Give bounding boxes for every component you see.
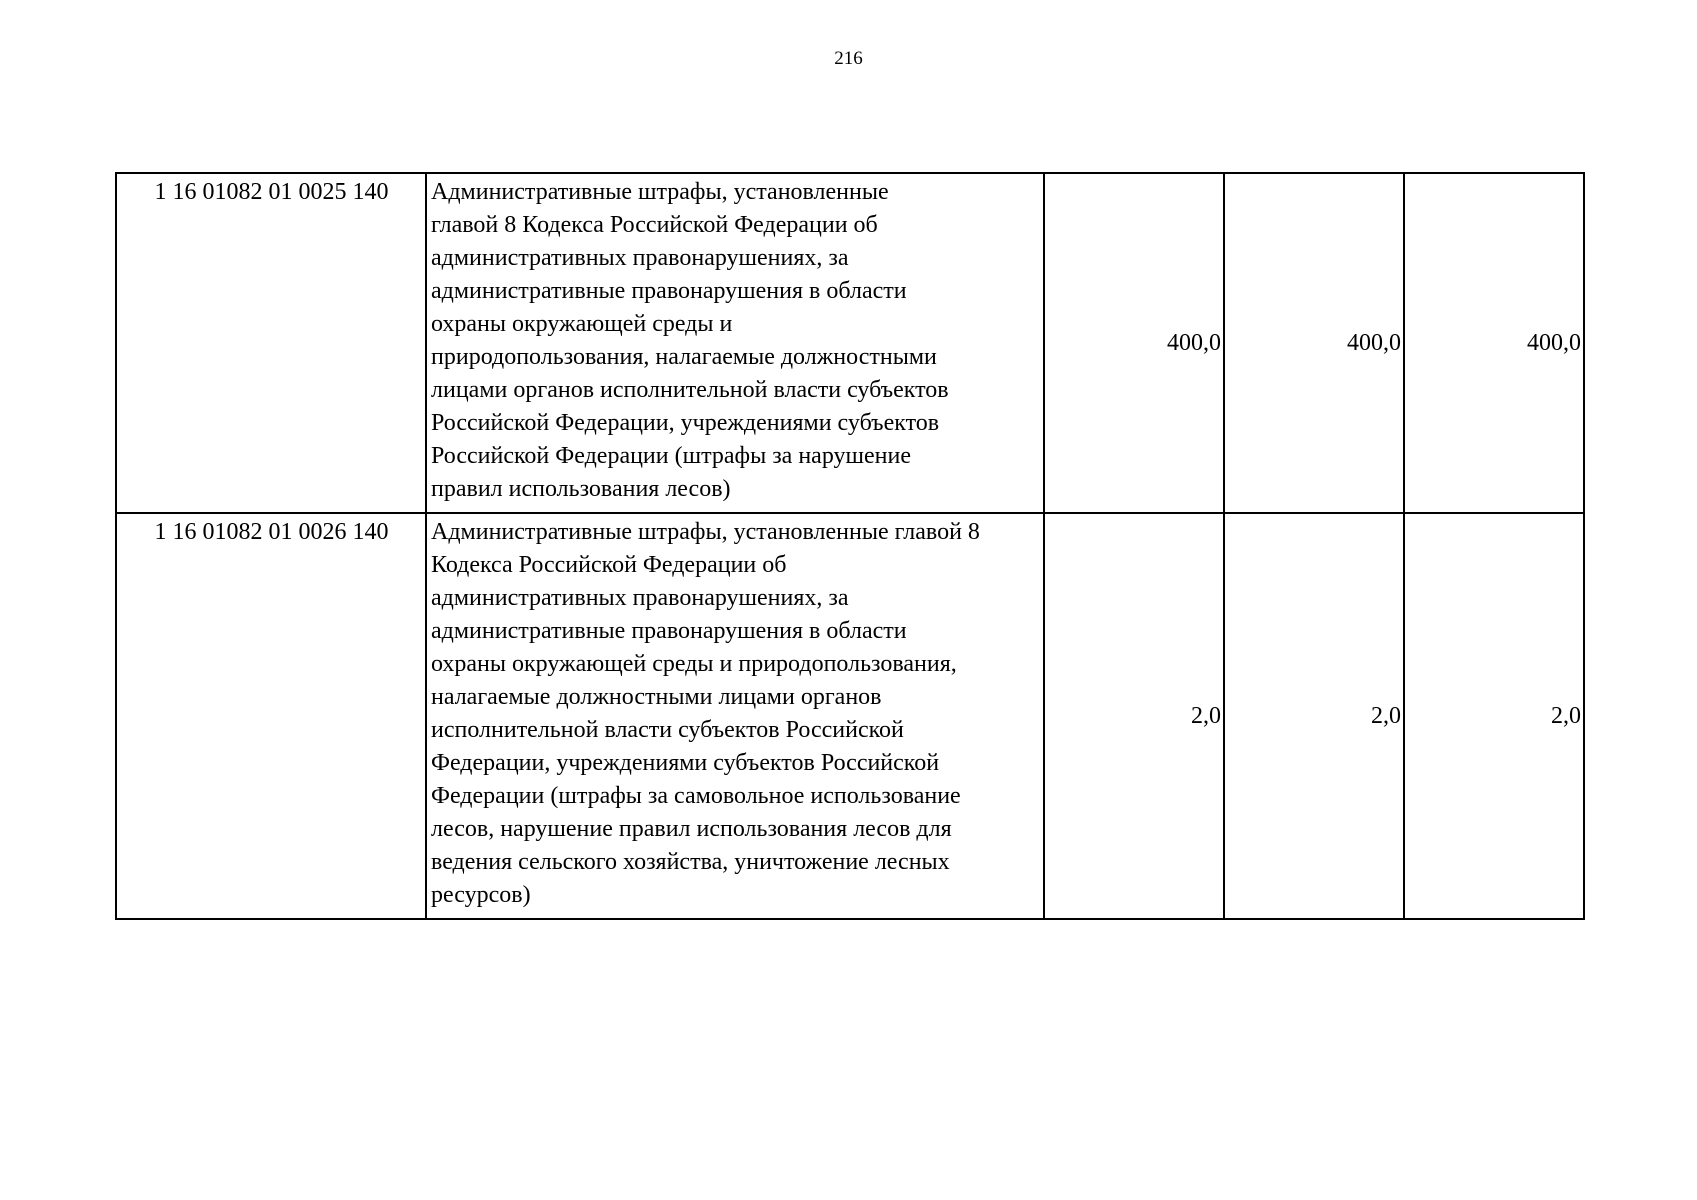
description-cell [426,173,1044,513]
description-line: исполнительной власти субъектов Российской [431,717,904,743]
description-line: ведения сельского хозяйства, уничтожение лесных [431,849,950,875]
description-line: налагаемые должностными лицами органов [431,684,882,710]
budget-table [115,172,1585,920]
table-row [116,513,1584,919]
description-line: главой 8 Кодекса Российской Федерации об [431,212,878,238]
amount-cell-year-3: 400,0 [1404,173,1584,513]
description-line: административные правонарушения в области [431,278,907,304]
description-line: административных правонарушениях, за [431,585,849,611]
description-line: административных правонарушениях, за [431,245,849,271]
classification-code-cell: 1 16 01082 01 0025 140 [116,173,426,513]
description-line: Федерации (штрафы за самовольное использование [431,783,961,809]
description-line: Кодекса Российской Федерации об [431,552,787,578]
description-line: охраны окружающей среды и [431,311,733,337]
description-line: административные правонарушения в области [431,618,907,644]
description-line: Административные штрафы, установленные главой 8 [431,519,980,545]
description-line: ресурсов) [431,882,531,908]
amount-cell-year-1: 400,0 [1044,173,1224,513]
description-line: лесов, нарушение правил использования лесов для [431,816,952,842]
description-line: Российской Федерации (штрафы за нарушение [431,443,911,469]
amount-cell-year-3: 2,0 [1404,513,1584,919]
amount-cell-year-1: 2,0 [1044,513,1224,919]
description-line: Российской Федерации, учреждениями субъектов [431,410,940,436]
classification-code-cell: 1 16 01082 01 0026 140 [116,513,426,919]
description-line: природопользования, налагаемые должностными [431,344,937,370]
description-line: Федерации, учреждениями субъектов Российской [431,750,940,776]
table-row [116,173,1584,513]
description-cell [426,513,1044,919]
page-number: 216 [834,48,863,69]
description-line: правил использования лесов) [431,476,731,502]
amount-cell-year-2: 400,0 [1224,173,1404,513]
description-line: лицами органов исполнительной власти субъектов [431,377,949,403]
description-line: охраны окружающей среды и природопользования, [431,651,957,677]
amount-cell-year-2: 2,0 [1224,513,1404,919]
description-line: Административные штрафы, установленные [431,179,889,205]
